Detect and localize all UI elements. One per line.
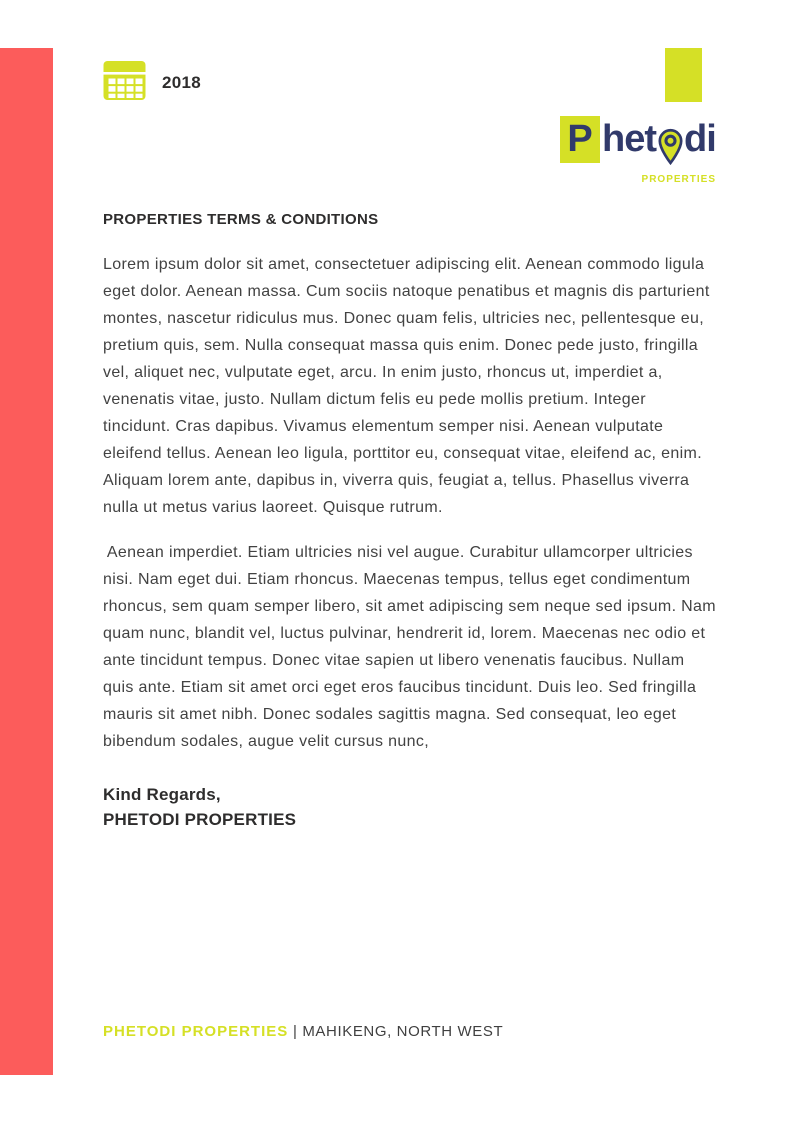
footer [103, 1023, 503, 1040]
logo-word-mid: het [602, 118, 656, 160]
signoff-regards: Kind Regards, [103, 785, 221, 804]
paragraph-line: eleifend tellus. Aenean leo ligula, porttitor eu, consequat vitae, eleifend ac, enim. [103, 445, 703, 462]
footer-separator: | [288, 1023, 303, 1040]
calendar-icon [103, 60, 146, 106]
logo-wordmark [560, 116, 732, 170]
paragraph-line: nulla ut metus varius laoreet. Quisque rutrum. [103, 499, 443, 516]
paragraph-line: quis ante. Etiam sit amet orci eget eros faucibus tincidunt. Duis leo. Sed fringilla [103, 679, 697, 696]
paragraph-line: venenatis vitae, justo. Nullam dictum felis eu pede mollis pretium. Integer [103, 391, 646, 408]
paragraph-line: bibendum sodales, augue velit cursus nunc, [103, 733, 430, 750]
paragraph-line: montes, nascetur ridiculus mus. Donec quam felis, ultricies nec, pellentesque eu, [103, 310, 705, 327]
document-body [103, 251, 716, 755]
paragraph-line: ante tincidunt tempus. Donec vitae sapien ut libero venenatis faucibus. Nullam [103, 652, 685, 669]
footer-brand: PHETODI PROPERTIES [103, 1023, 289, 1040]
year-label: 2018 [162, 73, 202, 92]
paragraph-2 [103, 539, 716, 755]
paragraph-line: Lorem ipsum dolor sit amet, consectetuer adipiscing elit. Aenean commodo ligula [103, 256, 705, 273]
paragraph-line: mauris sit amet nibh. Donec sodales sagittis magna. Sed consequat, leo eget [103, 706, 677, 723]
location-pin-icon [657, 128, 684, 170]
paragraph-line: tincidunt. Cras dapibus. Vivamus elementum semper nisi. Aenean vulputate [103, 418, 664, 435]
signoff-company: PHETODI PROPERTIES [103, 810, 297, 829]
footer-location: MAHIKENG, NORTH WEST [302, 1023, 504, 1040]
document-title: PROPERTIES TERMS & CONDITIONS [103, 211, 379, 228]
logo-word-end: di [684, 118, 716, 160]
signoff-block [103, 782, 296, 832]
paragraph-line: quam nunc, blandit vel, luctus pulvinar, hendrerit id, lorem. Maecenas nec odio et [103, 625, 706, 642]
company-logo [560, 116, 732, 185]
year-badge [103, 60, 201, 106]
paragraph-line: Aliquam lorem ante, dapibus in, viverra quis, feugiat a, tellus. Phasellus viverra [103, 472, 690, 489]
paragraph-line: vel, aliquet nec, vulputate eget, arcu. In enim justo, rhoncus ut, imperdiet a, [103, 364, 663, 381]
paragraph-line: rhoncus, sem quam semper libero, sit amet adipiscing sem neque sed ipsum. Nam [103, 598, 716, 615]
logo-letter-square: P [560, 116, 600, 163]
logo-tagline: PROPERTIES [641, 174, 716, 185]
paragraph-line: eget dolor. Aenean massa. Cum sociis natoque penatibus et magnis dis parturient [103, 283, 710, 300]
paragraph-line: pretium quis, sem. Nulla consequat massa quis enim. Donec pede justo, fringilla [103, 337, 699, 354]
left-accent-bar [0, 48, 53, 1075]
logo-top-rectangle [665, 48, 702, 102]
paragraph-line: Aenean imperdiet. Etiam ultricies nisi vel augue. Curabitur ullamcorper ultricies [103, 544, 693, 561]
paragraph-1 [103, 251, 716, 521]
paragraph-line: nisi. Nam eget dui. Etiam rhoncus. Maecenas tempus, tellus eget condimentum [103, 571, 691, 588]
